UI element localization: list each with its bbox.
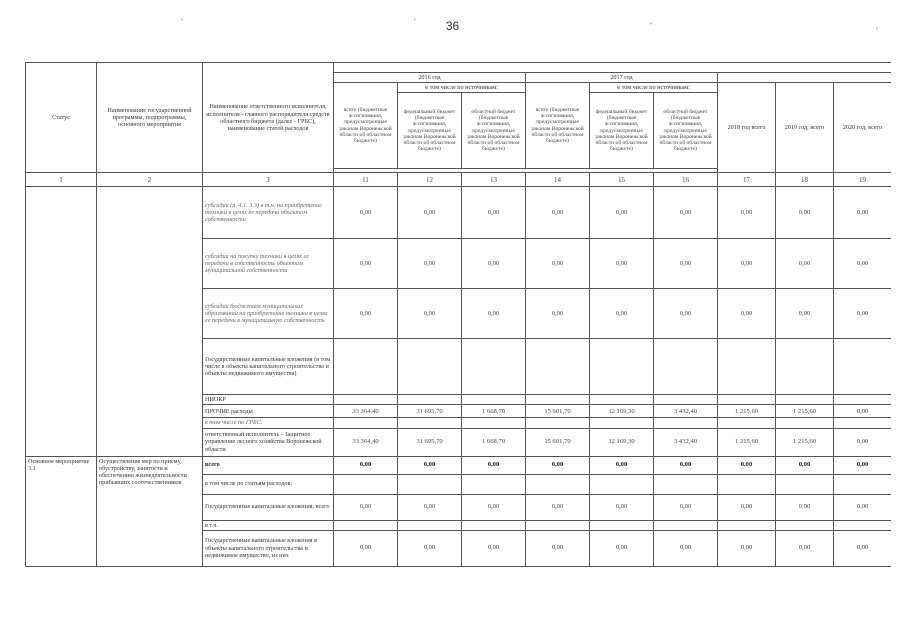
column-number: 14 — [526, 173, 590, 187]
scan-speck: ' — [650, 21, 652, 31]
value-cell — [526, 520, 590, 530]
value-cell: 0,00 — [654, 530, 718, 566]
column-number: 19 — [834, 173, 892, 187]
value-cell: 33 364,40 — [334, 405, 398, 418]
column-number: 18 — [776, 173, 834, 187]
value-cell: 33 364,40 — [334, 428, 398, 456]
column-number: 16 — [654, 173, 718, 187]
value-cell — [718, 474, 776, 494]
value-cell: 0,00 — [334, 530, 398, 566]
value-cell — [654, 395, 718, 405]
value-cell — [398, 474, 462, 494]
header-year-2016: 2016 год — [334, 73, 526, 83]
row-label: субсидии (п. 4.1. 3.3) в т.ч. на приобретение техники в целях ее передачи объектам собственности — [203, 187, 334, 239]
value-cell — [398, 395, 462, 405]
value-cell: 0,00 — [590, 239, 654, 289]
value-cell — [590, 474, 654, 494]
value-cell: 0,00 — [590, 494, 654, 520]
value-cell — [334, 418, 398, 428]
value-cell — [334, 339, 398, 395]
value-cell: 0,00 — [526, 456, 590, 474]
value-cell: 0,00 — [590, 187, 654, 239]
value-cell: 1 215,60 — [776, 405, 834, 418]
value-cell: 0,00 — [462, 289, 526, 339]
value-cell — [526, 474, 590, 494]
header-executor: Наименование ответственного исполнителя, исполнителя - главного распорядителя средств областного бюджета (далее - ГРБС), наименование статей расходов — [203, 63, 334, 173]
column-number: 11 — [334, 173, 398, 187]
value-cell — [654, 418, 718, 428]
value-cell: 0,00 — [834, 405, 892, 418]
value-cell: 0,00 — [718, 187, 776, 239]
value-cell — [654, 520, 718, 530]
value-cell — [834, 395, 892, 405]
value-cell: 0,00 — [654, 187, 718, 239]
value-cell: 0,00 — [834, 239, 892, 289]
value-cell — [526, 395, 590, 405]
value-cell — [526, 418, 590, 428]
row-label: субсидии бюджетам муниципальных образований на приобретение техники в целях ее передачи в муниципальную собственность — [203, 289, 334, 339]
value-cell: 0,00 — [462, 239, 526, 289]
header-2018: 2018 год всего — [718, 83, 776, 173]
value-cell: 31 695,70 — [398, 405, 462, 418]
value-cell — [334, 395, 398, 405]
column-number: 2 — [97, 173, 203, 187]
value-cell: 15 601,70 — [526, 428, 590, 456]
value-cell: 0,00 — [398, 289, 462, 339]
header-2016-regional: областной бюджет (бюджетные ассигнования, предусмотренные законом Воронежской области об областном бюджете) — [462, 93, 526, 169]
value-cell: 0,00 — [334, 456, 398, 474]
value-cell: 0,00 — [776, 289, 834, 339]
value-cell — [398, 418, 462, 428]
value-cell: 0,00 — [654, 239, 718, 289]
budget-table-sheet — [25, 62, 891, 642]
header-2020: 2020 год, всего — [834, 83, 892, 173]
program-cell — [97, 187, 203, 456]
value-cell — [718, 395, 776, 405]
header-blank-band — [334, 63, 892, 73]
value-cell — [334, 474, 398, 494]
row-label: НИОКР — [203, 395, 334, 405]
value-cell: 0,00 — [398, 456, 462, 474]
value-cell: 0,00 — [718, 494, 776, 520]
header-2016-federal: федеральный бюджет (бюджетные ассигнования, предусмотренные законом Воронежской области об областном бюджете) — [398, 93, 462, 169]
header-2016-sources: в том числе по источникам: — [398, 83, 526, 93]
value-cell: 0,00 — [834, 530, 892, 566]
value-cell: 0,00 — [526, 289, 590, 339]
column-number: 1 — [26, 173, 97, 187]
value-cell — [834, 339, 892, 395]
value-cell: 0,00 — [718, 530, 776, 566]
value-cell — [590, 395, 654, 405]
value-cell: 0,00 — [834, 494, 892, 520]
header-2019: 2019 год, всего — [776, 83, 834, 173]
header-2017-federal: федеральный бюджет (бюджетные ассигнования, предусмотренные законом Воронежской области об областном бюджете) — [590, 93, 654, 169]
value-cell — [526, 339, 590, 395]
value-cell: 0,00 — [526, 530, 590, 566]
row-label: ПРОЧИЕ расходы — [203, 405, 334, 418]
value-cell — [834, 474, 892, 494]
value-cell: 12 169,30 — [590, 428, 654, 456]
row-label: субсидии на покупку техники в целях ее передачи в собственность объектам муниципальной собственности — [203, 239, 334, 289]
value-cell — [834, 418, 892, 428]
budget-table — [25, 62, 891, 567]
value-cell: 0,00 — [834, 428, 892, 456]
column-number: 13 — [462, 173, 526, 187]
value-cell: 0,00 — [718, 456, 776, 474]
value-cell — [718, 418, 776, 428]
scan-speck: ' — [181, 17, 183, 27]
row-label: ответственный исполнитель - Защитное управление лесного хозяйства Воронежской области — [203, 428, 334, 456]
column-number-row — [26, 173, 892, 187]
value-cell — [718, 520, 776, 530]
header-year-2017: 2017 год — [526, 73, 718, 83]
value-cell: 0,00 — [334, 289, 398, 339]
value-cell — [590, 418, 654, 428]
value-cell: 0,00 — [462, 187, 526, 239]
value-cell: 31 695,70 — [398, 428, 462, 456]
value-cell — [462, 520, 526, 530]
row-label: всего — [203, 456, 334, 474]
value-cell — [654, 339, 718, 395]
value-cell — [776, 474, 834, 494]
value-cell: 0,00 — [462, 456, 526, 474]
value-cell: 1 215,60 — [718, 428, 776, 456]
value-cell: 0,00 — [590, 456, 654, 474]
value-cell: 0,00 — [398, 187, 462, 239]
value-cell — [398, 339, 462, 395]
value-cell: 0,00 — [834, 456, 892, 474]
value-cell: 0,00 — [526, 239, 590, 289]
column-number: 15 — [590, 173, 654, 187]
value-cell: 0,00 — [718, 239, 776, 289]
value-cell — [654, 474, 718, 494]
header-program-name: Наименование государственной программы, подпрограммы, основного мероприятия — [97, 63, 203, 173]
page-number: 36 — [445, 19, 460, 33]
row-label: в том числе по статьям расходов: — [203, 474, 334, 494]
value-cell — [776, 520, 834, 530]
program-cell: Осуществление мер по приему, обустройству, занятости и обеспечению жизнедеятельности прибывших соотечественников — [97, 456, 203, 566]
value-cell: 0,00 — [462, 530, 526, 566]
row-label: в т.ч. — [203, 520, 334, 530]
value-cell: 0,00 — [398, 494, 462, 520]
value-cell — [590, 520, 654, 530]
value-cell — [462, 474, 526, 494]
value-cell: 1 668,70 — [462, 405, 526, 418]
row-label: Государственные капитальные вложения в объекты капитального строительства и недвижимое имущество, из них — [203, 530, 334, 566]
row-label: Государственные капитальные вложения, всего — [203, 494, 334, 520]
table-row — [26, 456, 892, 474]
value-cell: 0,00 — [776, 187, 834, 239]
column-number: 17 — [718, 173, 776, 187]
header-blank-band-2 — [718, 73, 892, 83]
value-cell: 0,00 — [398, 239, 462, 289]
value-cell: 12 169,30 — [590, 405, 654, 418]
header-2017-regional: областной бюджет (бюджетные ассигнования, предусмотренные законом Воронежской области об областном бюджете) — [654, 93, 718, 169]
status-cell — [26, 187, 97, 456]
value-cell: 0,00 — [590, 289, 654, 339]
value-cell: 1 215,60 — [776, 428, 834, 456]
value-cell — [834, 520, 892, 530]
value-cell: 3 432,40 — [654, 405, 718, 418]
value-cell: 0,00 — [334, 494, 398, 520]
value-cell: 0,00 — [462, 494, 526, 520]
value-cell: 0,00 — [526, 187, 590, 239]
value-cell — [462, 339, 526, 395]
value-cell: 1 215,60 — [718, 405, 776, 418]
value-cell — [776, 339, 834, 395]
row-label: Государственные капитальные вложения (в том числе в объекты капитального строительства и объекты недвижимого имущества) — [203, 339, 334, 395]
row-label: в том числе по ГРБС: — [203, 418, 334, 428]
value-cell: 0,00 — [718, 289, 776, 339]
value-cell — [398, 520, 462, 530]
value-cell: 0,00 — [526, 494, 590, 520]
value-cell: 1 668,70 — [462, 428, 526, 456]
value-cell — [334, 520, 398, 530]
value-cell: 0,00 — [334, 187, 398, 239]
value-cell: 0,00 — [590, 530, 654, 566]
value-cell: 0,00 — [334, 239, 398, 289]
column-number: 3 — [203, 173, 334, 187]
value-cell — [462, 395, 526, 405]
value-cell: 0,00 — [654, 456, 718, 474]
value-cell: 0,00 — [776, 494, 834, 520]
header-2016-total: всего (бюджетные ассигнования, предусмотренные законом Воронежской области об областном бюджете) — [334, 83, 398, 169]
value-cell: 0,00 — [776, 530, 834, 566]
value-cell — [776, 418, 834, 428]
value-cell: 0,00 — [654, 494, 718, 520]
value-cell: 0,00 — [776, 239, 834, 289]
value-cell: 0,00 — [776, 456, 834, 474]
column-number: 12 — [398, 173, 462, 187]
value-cell — [718, 339, 776, 395]
value-cell — [590, 339, 654, 395]
value-cell: 0,00 — [654, 289, 718, 339]
table-row — [26, 187, 892, 239]
value-cell: 0,00 — [834, 289, 892, 339]
value-cell — [462, 418, 526, 428]
status-cell: Основное мероприятие 3.1 — [26, 456, 97, 566]
value-cell: 15 601,70 — [526, 405, 590, 418]
header-row-top — [26, 63, 892, 73]
scan-speck: ' — [876, 26, 878, 36]
value-cell — [776, 395, 834, 405]
header-status: Статус — [26, 63, 97, 173]
value-cell: 0,00 — [398, 530, 462, 566]
header-2017-total: всего (бюджетные ассигнования, предусмотренные законом Воронежской области об областном бюджете) — [526, 83, 590, 169]
value-cell: 0,00 — [834, 187, 892, 239]
value-cell: 3 432,40 — [654, 428, 718, 456]
scan-speck: ' — [414, 17, 416, 27]
header-2017-sources: в том числе по источникам: — [590, 83, 718, 93]
